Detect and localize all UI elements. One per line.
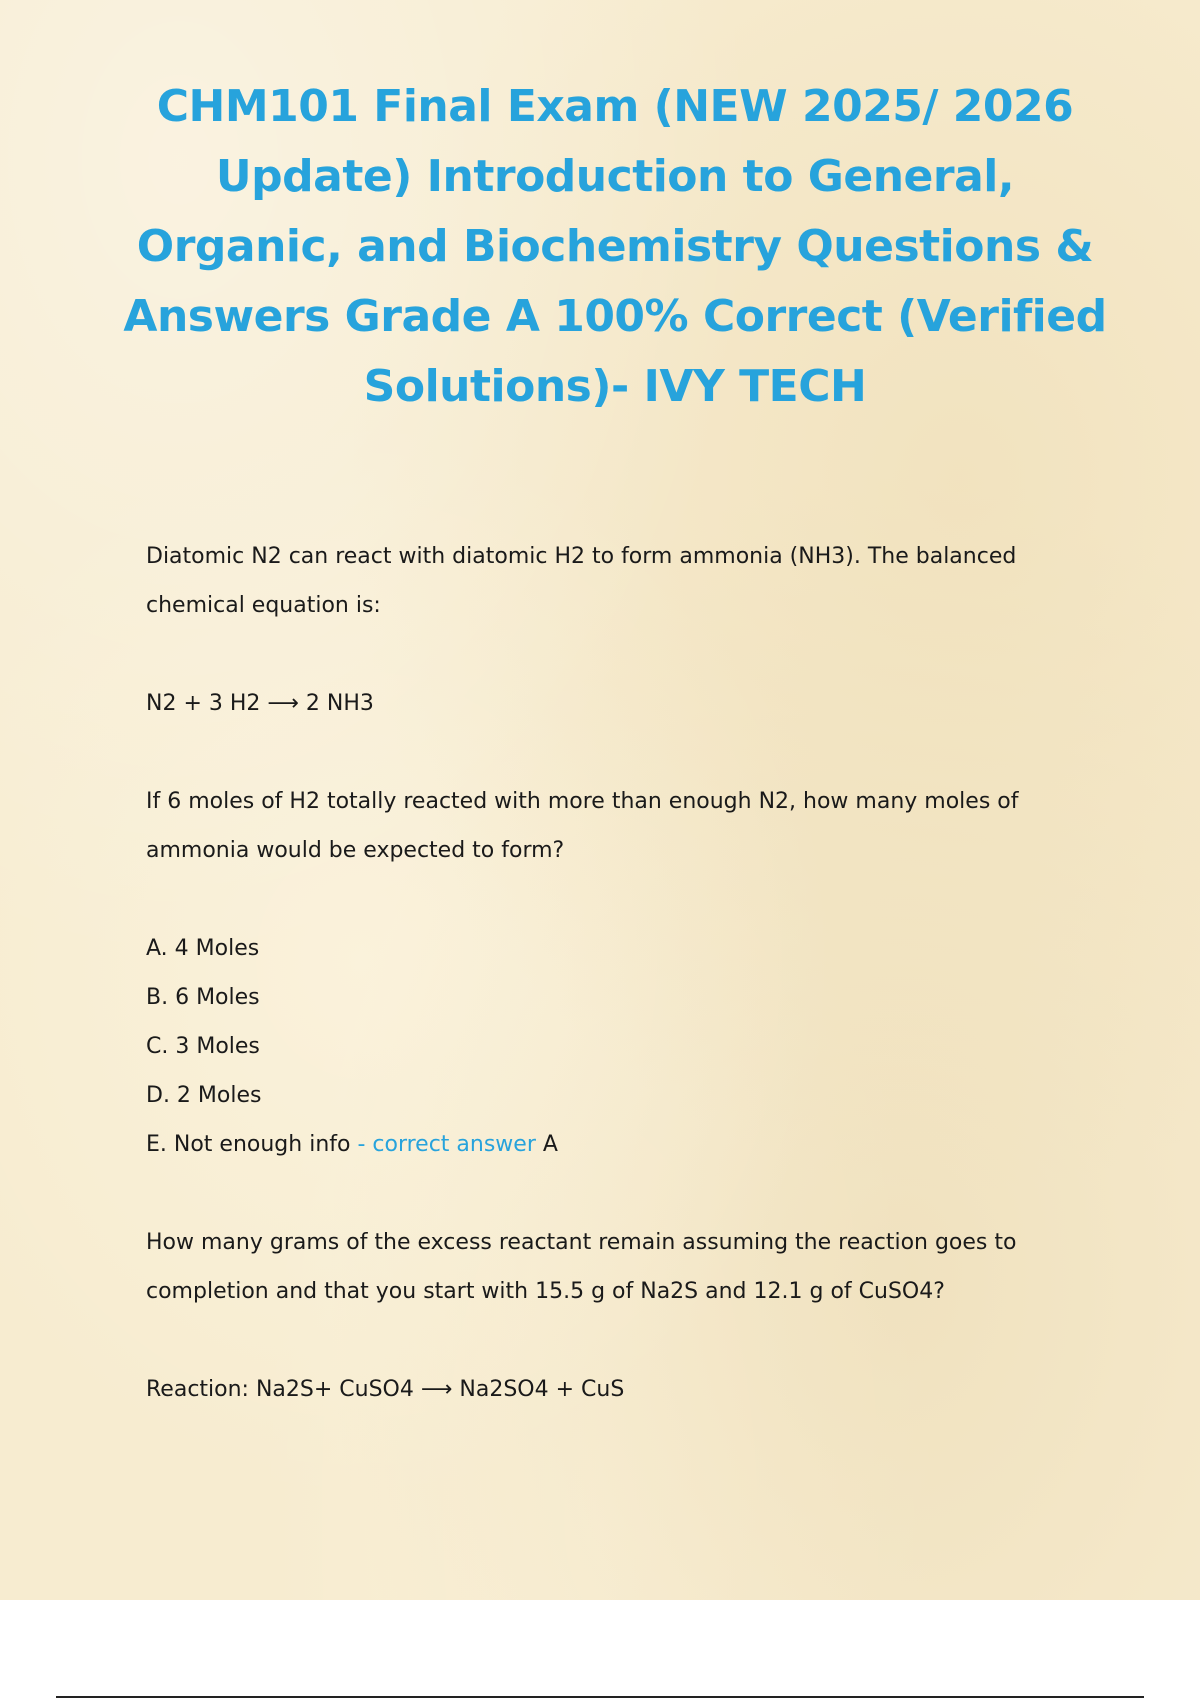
option-a: A. 4 Moles bbox=[146, 936, 260, 961]
spacer bbox=[146, 875, 1046, 924]
question-2-equation: Reaction: Na2S+ CuSO4 ⟶ Na2SO4 + CuS bbox=[146, 1377, 625, 1402]
option-e: E. Not enough info bbox=[146, 1132, 351, 1157]
option-e-row bbox=[146, 1120, 1046, 1169]
footer-divider bbox=[56, 1696, 1144, 1698]
spacer bbox=[146, 1316, 1046, 1365]
correct-answer-value: A bbox=[542, 1132, 558, 1157]
option-c: C. 3 Moles bbox=[146, 1034, 260, 1059]
question-1-options bbox=[146, 924, 1046, 1169]
option-b: B. 6 Moles bbox=[146, 985, 260, 1010]
document-title: CHM101 Final Exam (NEW 2025/ 2026 Update) Introduction to General, Organic, and Biochemistry Questions & Answers Grade A 100% Correct (Verified Solutions)- IVY TECH bbox=[123, 81, 1107, 412]
question-1-intro: Diatomic N2 can react with diatomic H2 to form ammonia (NH3). The balanced chemical equation is: bbox=[146, 544, 1017, 618]
document-body bbox=[146, 532, 1046, 1414]
spacer bbox=[146, 728, 1046, 777]
question-1-prompt: If 6 moles of H2 totally reacted with more than enough N2, how many moles of ammonia would be expected to form? bbox=[146, 789, 1019, 863]
question-1-equation: N2 + 3 H2 ⟶ 2 NH3 bbox=[146, 691, 374, 716]
question-2-prompt: How many grams of the excess reactant remain assuming the reaction goes to completion and that you start with 15.5 g of Na2S and 12.1 g of CuSO4? bbox=[146, 1230, 1017, 1304]
option-d: D. 2 Moles bbox=[146, 1083, 262, 1108]
spacer bbox=[146, 630, 1046, 679]
correct-answer-label: - correct answer bbox=[350, 1132, 543, 1157]
spacer bbox=[146, 1169, 1046, 1218]
